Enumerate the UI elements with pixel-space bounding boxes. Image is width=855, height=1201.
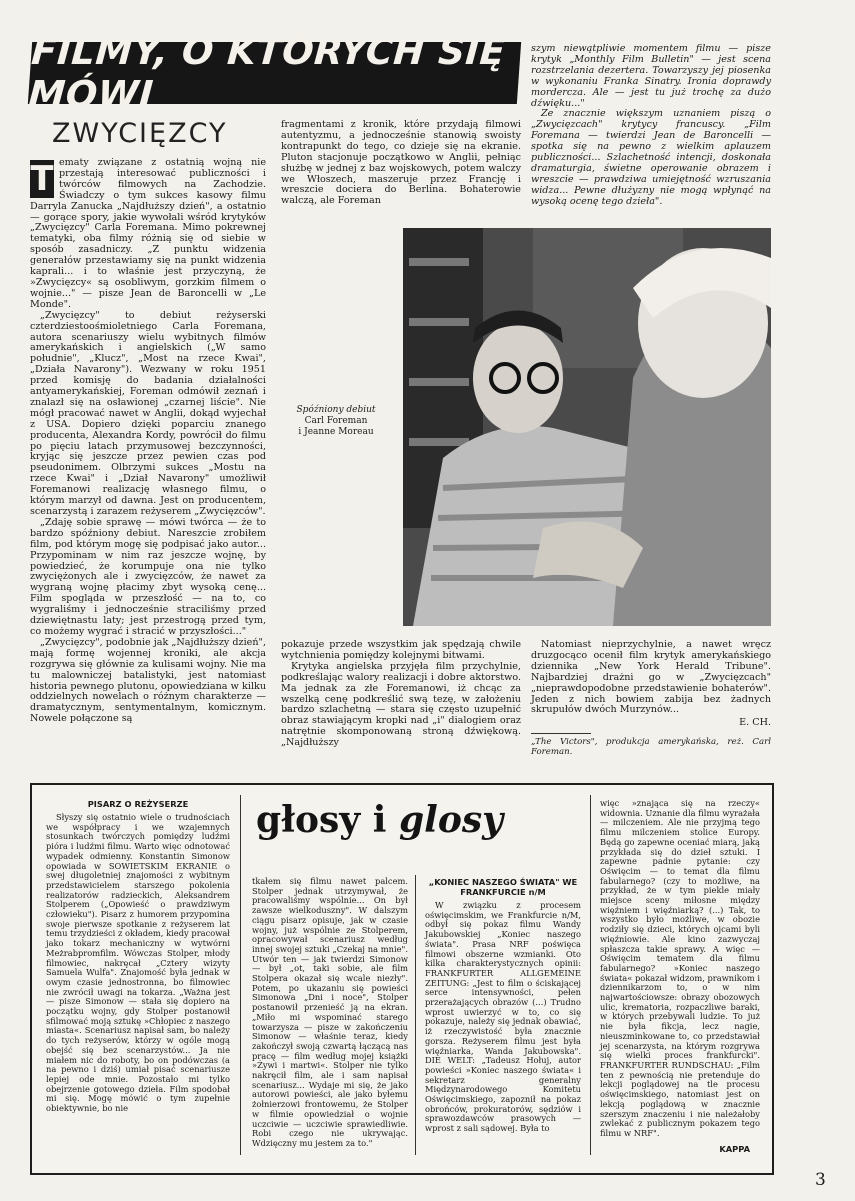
article-column-1 (30, 158, 266, 725)
film-still-illustration (403, 228, 771, 626)
box-paragraph: W związku z procesem oświęcimskim, we Frankfurcie n/M, odbył się pokaz filmu Wandy Jakubowskiej „Koniec naszego świata". Prasa NRF poświęca filmowi obszerne wzmianki. Oto kilka charakterystycznych opinii: FRANKFURTER ALLGEMEINE ZEITUNG: „Jest to film o ściskającej serce intensywności, pełen przerażających obrazów (...) Trudno wprost uwierzyć w to, co się pokazuje, należy się jednak obawiać, iż rzeczywistość była znacznie gorsza. Reżyserem filmu jest była więźniarka, Wanda Jakubowska". DIE WELT: „Tadeusz Hołuj, autor powieści »Koniec naszego świata« i sekretarz generalny Międzynarodowego Komitetu Oświęcimskiego, zapoznił na pokaz obrońców, prokuratorów, sędziów i sprawozdawców prasowych — wprost z sali sądowej. Była to (425, 900, 581, 1134)
box-signature: KAPPA (719, 1143, 750, 1154)
article-paragraph: Natomiast nieprzychylnie, a nawet wręcz druzgocąco ocenił film krytyk amerykańskiego dziennika „New York Herald Tribune". Najbardziej drażni go w „Zwycięzcach" „nieprawdopodobne przedstawienie bohaterów". Jeden z nich bowiem zabija bez żadnych skrupułów dwóch Murzynów... (531, 639, 771, 716)
box-paragraph: Słyszy się ostatnio wiele o trudnościach we współpracy i we wzajemnych stosunkach twórczych pomiędzy ludźmi pióra i ludźmi filmu. Warto więc odnotować wypadek odmienny. Konstantin Simonow opowiada w SOWIETSKIM EKRANIE o swej długoletniej znajomości z wybitnym przedstawicielem starszego pokolenia realizatorów radzieckich, Aleksandrem Stolperem („Opowieść o prawdziwym człowieku"). Pisarz z humorem przypomina swoje pierwsze spotkanie z reżyserem lat temu trzydzieści z okładem, kiedy pracował jako tokarz mechaniczny w wytwórni Meżrabpromfilm. Wówczas Stolper, młody filmowiec, nakręcał „Cztery wizyty Samuela Wulfa". Znajomość była jednak w owym czasie jednostronna, bo filmowiec nie zwrócił uwagi na tokarza. „Ważna jest — pisze Simonow — stała się dopiero na początku wojny, gdy Stolper postanowił sfilmować moją sztukę »Chłopiec z naszego miasta«. Scenariusz napisał sam, bo należy do tych reżyserów, którzy w ogóle mogą obejść się bez scenarzystów... Ja nie miałem nic do roboty, bo on podówczas (a na pewno i dziś) umiał pisać scenariusze lepiej ode mnie. Pozostało mi tylko obejrzenie gotowego dzieła. Film spodobał mi się. Mogę mówić o tym zupełnie obiektywnie, bo nie (46, 812, 230, 1114)
box-title (256, 799, 576, 841)
column-rule (415, 875, 416, 1155)
article-paragraph: Ze znacznie większym uznaniem piszą o „Zwycięzcach" krytycy francuscy. „Film Foremana — twierdzi Jean de Baroncelli — spotka się na pewno z wielkim aplauzem publiczności... Szlachetność intencji, doskonała dramaturgia, świetne operowanie obrazem i wreszcie — prawdziwa umiejętność wzruszania widza... Pewne dłużyzny nie mogą wpłynąć na wysoką ocenę tego dzieła". (531, 108, 771, 207)
box-column-2 (252, 877, 408, 1149)
article-paragraph: ematy związane z ostatnią wojną nie przestają interesować publiczności i twórców filmowych na Zachodzie. Świadczy o tym sukces kasowy filmu Darryla Zanucka „Najdłuższy dzień", a ostatnio — gorące spory, jakie wywołali wśród krytyków „Zwycięzcy" Carla Foremana. Mimo pokrewnej tematyki, oba filmy różnią się od siebie w sposób zasadniczy. „Z punktu widzenia generałów przestawiamy się na punkt widzenia kaprali... i to właśnie jest przyczyną, że »Zwycięzcy« są osobliwym, gorzkim filmem o wojnie..." — pisze Jean de Baroncelli w „Le Monde". (30, 157, 266, 310)
caption-title: Spóźniony debiut (296, 405, 376, 415)
drop-cap: T (30, 159, 54, 199)
box-paragraph: tkałem się filmu nawet palcem. Stolper jednak utrzymywał, że pracowaliśmy wspólnie... On był zawsze wielkoduszny". W dalszym ciągu pisarz opisuje, jak w czasie wojny, już wspólnie ze Stolperem, opracowywał scenariusz według innej swojej sztuki „Czekaj na mnie". Utwór ten — jak twierdzi Simonow — był „ot, taki sobie, ale film Stolpera okazał się wcale niezły". Potem, po ukazaniu się powieści Simonowa „Dni i noce", Stolper postanowił przenieść ją na ekran. „Miło mi wspominać starego towarzysza — pisze w zakończeniu Simonow — właśnie teraz, kiedy zakończył swoją czwartą łączącą nas pracę — film według mojej książki »Żywi i martwi«. Stolper nie tylko nakręcił film, ale i sam napisał scenariusz... Wydaje mi się, że jako autorowi powieści, ale jako byłemu żołnierzowi frontowemu, że Stolper w filmie opowiedział o wojnie uczciwie — uczciwie sprawiedliwie. Robi czego nie ukrywając. Wdzięczny mu jestem za to." (252, 876, 408, 1148)
box-title-part-1: głosy i (256, 799, 387, 841)
column-rule (240, 795, 241, 1155)
article-title: ZWYCIĘZCY (52, 118, 228, 149)
column-rule (590, 795, 591, 1155)
caption-line: i Jeanne Moreau (298, 427, 374, 437)
film-still-photo (403, 228, 771, 626)
article-column-2-bottom (281, 640, 521, 749)
photo-caption (276, 405, 396, 438)
article-column-2-top (281, 120, 521, 207)
article-signature: E. CH. (739, 717, 771, 729)
box-column-4 (600, 799, 760, 1154)
article-column-3-top (531, 44, 771, 208)
caption-line: Carl Foreman (304, 416, 368, 426)
article-paragraph: „Zwycięzcy" to debiut reżyserski czterdziestoośmioletniego Carla Foremana, autora scenariuszy wielu wybitnych filmów amerykańskich i angielskich („W samo południe", „Klucz", „Most na rzece Kwai", „Działa Navarony"). Wezwany w roku 1951 przed komisję do badania działalności antyamerykańskiej, Foreman odmówił zeznań i znalazł się na osławionej „czarnej liście". Nie mógł pracować nawet w Anglii, dokąd wyjechał z USA. Dopiero dzięki poparciu znanego producenta, Alexandra Kordy, powrócił do filmu po pięciu latach przymusowej bezczynności, kryjąc się jeszcze przez pewien czas pod pseudonimem. Olbrzymi sukces „Mostu na rzece Kwai" i „Dział Navarony" umożliwił Foremanowi realizację własnego filmu, o którym marzył od dawna. Jest on producentem, scenarzystą i zarazem reżyserem „Zwycięzców". (30, 309, 266, 517)
box-column-3 (425, 877, 581, 1134)
footnote-rule (531, 733, 591, 734)
box-heading: PISARZ O REŻYSERZE (87, 799, 189, 809)
article-paragraph: „Zdaję sobie sprawę — mówi twórca — że to bardzo spóźniony debiut. Nareszcie zrobiłem film, pod którym mogę się podpisać jako autor... Przypominam w nim raz jeszcze wojnę, by powiedzieć, że korumpuje ona nie tylko zwyciężonych ale i zwycięzców, że nawet za wygraną wojnę płacimy zbyt wysoką cenę... Film spogląda w przeszłość — na to, co wygraliśmy i jednocześnie straciliśmy przed dziewiętnastu laty; jest przestrogą przed tym, co możemy wygrać i stracić w przyszłości..." (30, 516, 266, 637)
article-paragraph: „Zwycięzcy", podobnie jak „Najdłuższy dzień", mają formę wojennej kroniki, ale akcja rozgrywa się głównie za kulisami wojny. Nie ma tu malowniczej batalistyki, jest natomiast historia pewnego plutonu, opowiedziana w kilku oddzielnych nowelach o różnym charakterze — dramatycznym, sentymentalnym, komicznym. Nowele połączone są (30, 636, 266, 725)
box-paragraph: więc »znająca się na rzeczy« widownia. Uznanie dla filmu wyrażała — milczeniem. Ale nie przyjmą tego filmu milczeniem stolice Europy. Będą go zapewne oceniać miarą, jaką przykłada się do dzieł sztuki. I zapewne padnie pytanie: czy Oświęcim — to temat dla filmu fabularnego? (czy to możliwe, na przykład, że w tym piekle miały miejsce sceny miłosne między więźniem i więźniarką? (...) Tak, to wszystko było możliwe, w obozie rodziły się dzieci, których ojcami byli więźniowie. Ale kino zazwyczaj spłaszcza takie sprawy. A więc — Oświęcim tematem dla filmu fabularnego? »Koniec naszego świata« pokazał widzom, prawnikom i dziennikarzom to, o w nim najwartościowsze: obrazy obozowych ulic, krematoria, rozpaczliwe baraki, w których przebywali ludzie. To już nie była fikcja, lecz nagie, nieuszminkowane to, co przedstawiał jej scenarzysta, na którym rozgrywa się wielki proces frankfurcki". FRANKFURTER RUNDSCHAU: „Film ten z pewnością nie pretenduje do lekcji poglądowej na tle procesu oświęcimskiego, natomiast jest on lekcją poglądową w znacznie szerszym znaczeniu i nie należałoby zwlekać z publicznym pokazem tego filmu w NRF". (600, 798, 760, 1138)
article-paragraph: szym niewątpliwie momentem filmu — pisze krytyk „Monthly Film Bulletin" — jest scena rozstrzelania dezertera. Towarzyszy jej piosenka w wykonaniu Franka Sinatry. Ironia doprawdy mordercza. Ale — jest tu już trochę za dużo dźwięku..." (531, 43, 771, 109)
box-title-part-2: glosy (398, 799, 504, 841)
glosy-box (30, 783, 774, 1175)
page-number: 3 (815, 1170, 826, 1190)
article-footnote: „The Victors", produkcja amerykańska, reż. Carl Foreman. (531, 737, 771, 758)
article-paragraph: Krytyka angielska przyjęła film przychylnie, podkreślając walory realizacji i dobre aktorstwo. Ma jednak za złe Foremanowi, iż chcąc za wszelką cenę podkreślić swą tezę, w założeniu bardzo szlachetną — stara się często uzupełnić obraz stawiającym kropki nad „i" dialogiem oraz natrętnie skomponowaną stroną dźwiękową. „Najdłuższy (281, 660, 521, 749)
box-heading: „KONIEC NASZEGO ŚWIATA" WE FRANKFURCIE n/M (428, 877, 578, 897)
article-paragraph: pokazuje przede wszystkim jak spędzają chwile wytchnienia pomiędzy kolejnymi bitwami. (281, 639, 521, 661)
section-banner: FILMY, O KTÓRYCH SIĘ MÓWI (28, 42, 521, 104)
article-paragraph: fragmentami z kronik, które przydają filmowi autentyzmu, a jednocześnie stanowią swoisty kontrapunkt do tego, co dzieje się na ekranie. Pluton stacjonuje początkowo w Anglii, pełniąc służbę w jednej z baz wojskowych, potem walczy we Włoszech, maszeruje przez Francję i wreszcie dociera do Berlina. Bohaterowie walczą, ale Foreman (281, 119, 521, 207)
article-column-3-bottom (531, 640, 771, 757)
box-column-1 (46, 799, 230, 1114)
